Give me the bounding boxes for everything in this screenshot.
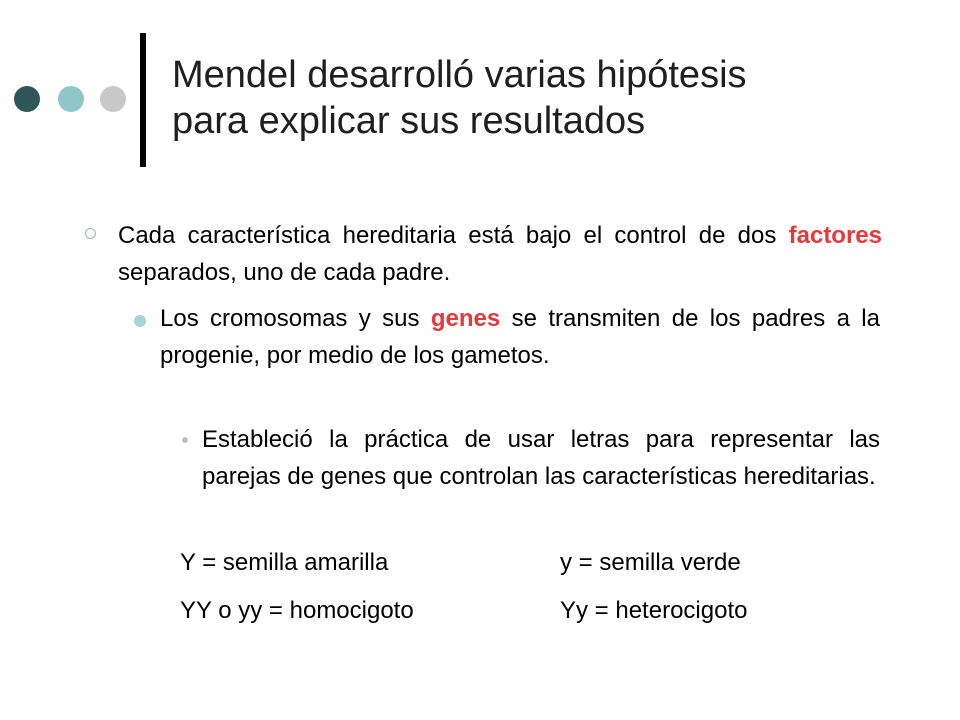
open-circle-bullet-icon [85, 228, 96, 239]
small-dot-bullet-icon [182, 437, 188, 443]
slide-title-line-1: Mendel desarrolló varias hipótesis [172, 54, 747, 96]
definition-right: Yy = heterocigoto [560, 597, 748, 624]
bullet-level-2 [160, 300, 880, 374]
definition-left: Y = semilla amarilla [180, 549, 389, 576]
solid-circle-bullet-icon [134, 315, 146, 327]
bullet-level-1-text-b: separados, uno de cada padre. [118, 259, 451, 286]
definition-row [180, 592, 747, 629]
bullet-level-1-text-a: Cada característica hereditaria está bajo el control de dos [118, 222, 789, 249]
emphasis-factores: factores [788, 222, 882, 249]
definition-row [180, 544, 741, 581]
slide-title-line-2: para explicar sus resultados [172, 100, 646, 142]
bullet-level-1 [118, 217, 882, 291]
emphasis-genes: genes [430, 305, 501, 332]
definition-left: YY o yy = homocigoto [180, 597, 414, 624]
definition-right: y = semilla verde [560, 549, 741, 576]
bullet-level-3: Estableció la práctica de usar letras para representar las parejas de genes que controlan las características hereditarias. [202, 426, 880, 490]
bullet-level-2-text-b: se transmiten de los padres a la progenie, por medio de los gametos. [160, 305, 880, 369]
bullet-level-2-text-a: Los cromosomas y sus [160, 305, 431, 332]
